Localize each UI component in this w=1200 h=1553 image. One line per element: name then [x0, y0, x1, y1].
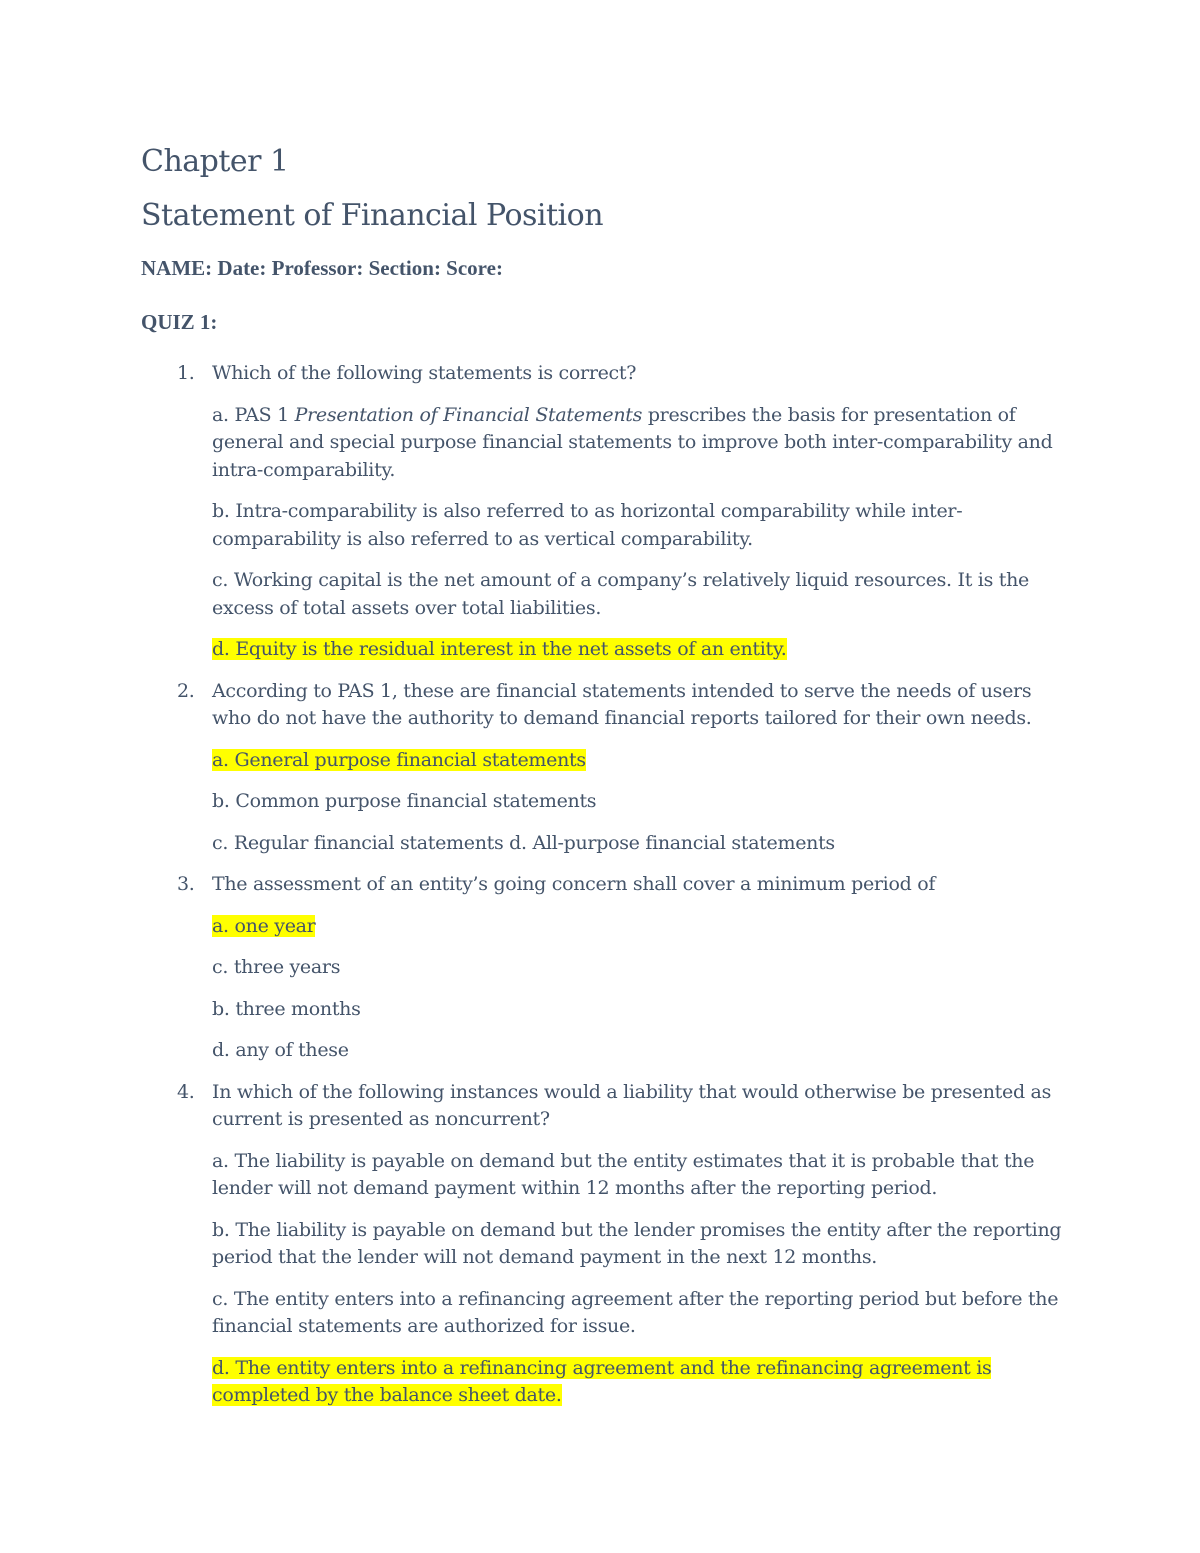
option-a: a. The liability is payable on demand but the entity estimates that it is probable that the lender will not demand payment within 12 months after the reporting period.	[212, 1149, 1035, 1199]
italic-title: Presentation of Financial Statements	[294, 403, 643, 426]
answer-highlight: d. Equity is the residual interest in the net assets of an entity.	[212, 638, 787, 660]
student-info-line: NAME: Date: Professor: Section: Score:	[141, 256, 503, 280]
option-d-answer	[212, 1355, 1071, 1410]
option-c: c. three years	[212, 956, 341, 978]
quiz-label: QUIZ 1:	[141, 310, 218, 334]
option-a: a. PAS 1 Presentation of Financial Statements prescribes the basis for presentation of general and special purpose financial statements to improve both inter-comparability and intra-comparability.	[212, 403, 1053, 481]
question-number: 2.	[177, 679, 195, 702]
option-d: d. any of these	[212, 1039, 349, 1061]
option-b: b. Common purpose financial statements	[212, 790, 597, 812]
document-title: Statement of Financial Position	[141, 198, 604, 233]
option-a-answer	[212, 913, 1071, 941]
question-number: 4.	[177, 1080, 195, 1103]
option-c-d: c. Regular financial statements d. All-purpose financial statements	[212, 831, 835, 854]
option-a-answer	[212, 747, 1071, 775]
question-number: 3.	[177, 873, 195, 895]
chapter-heading: Chapter 1	[141, 144, 289, 179]
question-stem: The assessment of an entity’s going concern shall cover a minimum period of	[212, 873, 936, 895]
question-stem: According to PAS 1, these are financial statements intended to serve the needs of users who do not have the authority to demand financial reports tailored for their own needs.	[212, 679, 1032, 729]
answer-highlight: d. The entity enters into a refinancing agreement and the refinancing agreement is completed by the balance sheet date.	[212, 1356, 992, 1406]
option-b: b. Intra-comparability is also referred to as horizontal comparability while inter-comparability is also referred to as vertical comparability.	[212, 500, 963, 550]
question-stem: Which of the following statements is correct?	[212, 362, 637, 384]
option-d-answer	[212, 636, 1071, 664]
question-2	[141, 678, 1071, 858]
option-b: b. The liability is payable on demand but the lender promises the entity after the reporting period that the lender will not demand payment in the next 12 months.	[212, 1218, 1062, 1268]
question-4	[141, 1079, 1071, 1410]
option-c: c. The entity enters into a refinancing agreement after the reporting period but before the financial statements are authorized for issue.	[212, 1287, 1059, 1337]
answer-highlight: a. one year	[212, 914, 316, 937]
option-c: c. Working capital is the net amount of a company’s relatively liquid resources. It is the excess of total assets over total liabilities.	[212, 569, 1029, 619]
option-b: b. three months	[212, 997, 361, 1020]
question-3	[141, 871, 1071, 1065]
answer-highlight: a. General purpose financial statements	[212, 748, 586, 771]
question-stem: In which of the following instances would a liability that would otherwise be presented as current is presented as noncurrent?	[212, 1080, 1052, 1130]
question-number: 1.	[177, 362, 195, 384]
document-page	[141, 138, 1071, 1424]
question-1	[141, 360, 1071, 664]
